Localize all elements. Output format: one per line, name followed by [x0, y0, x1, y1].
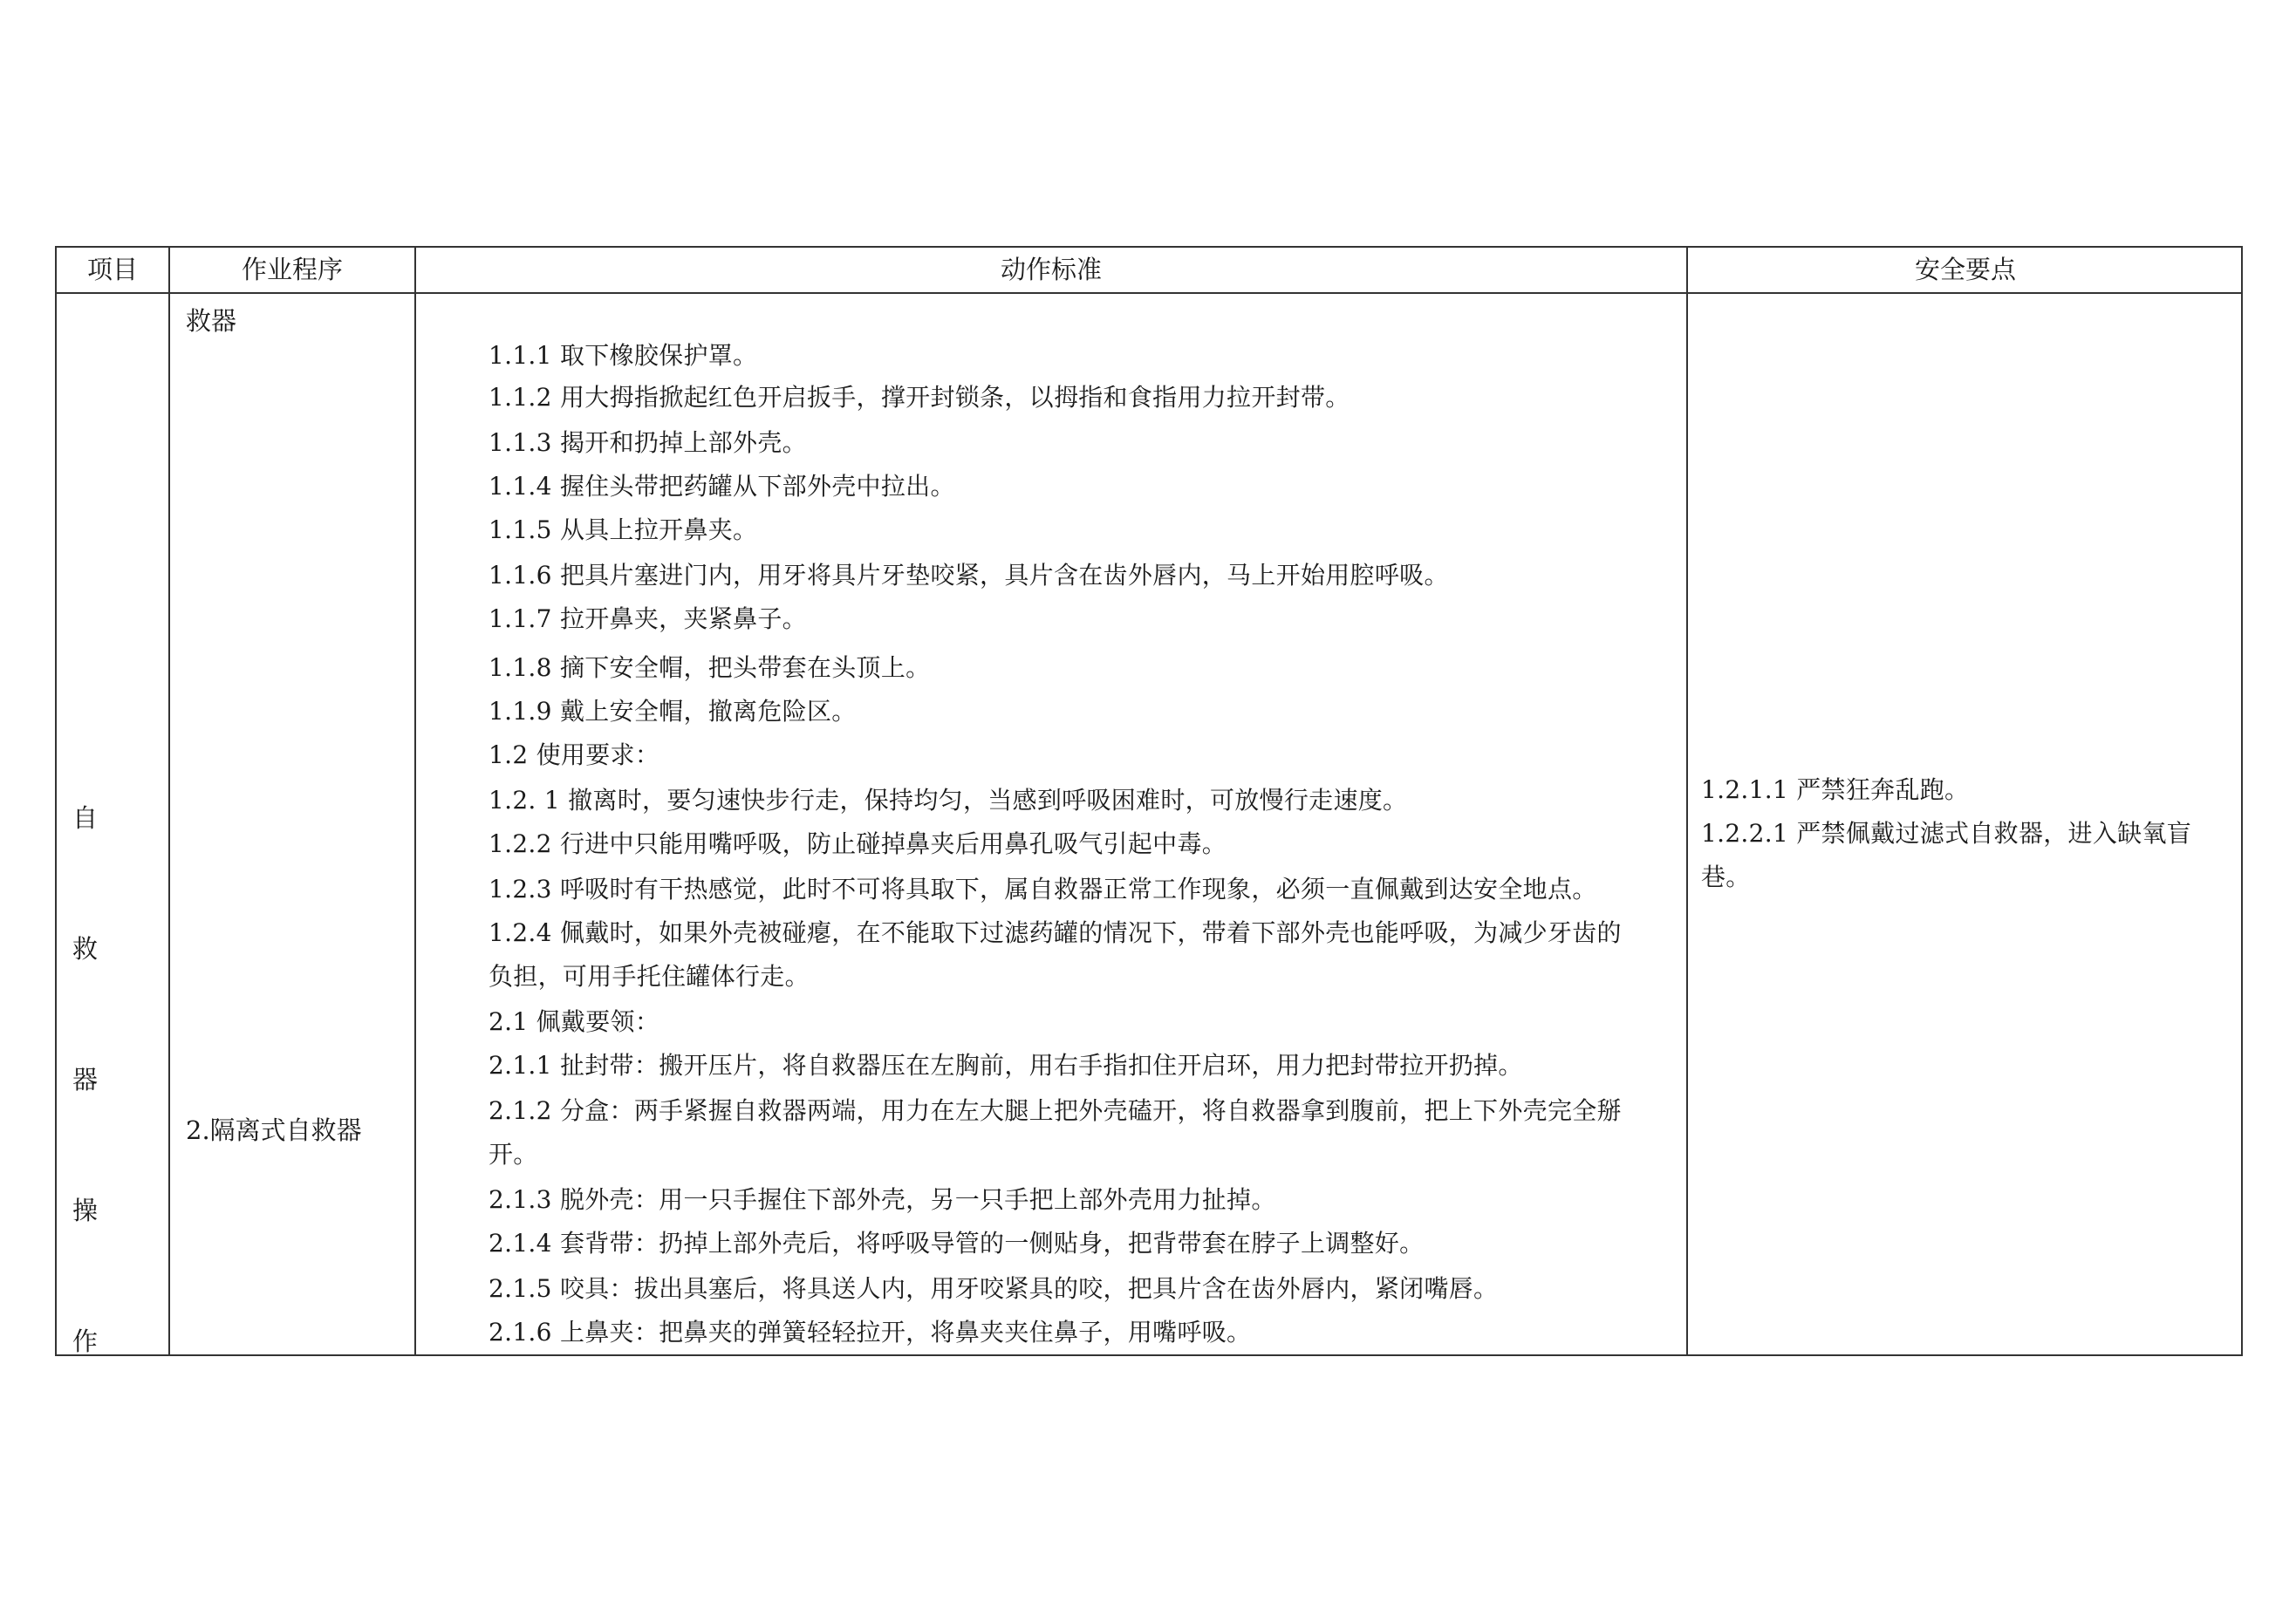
standard-line: 1.2.2 行进中只能用嘴呼吸，防止碰掉鼻夹后用鼻孔吸气引起中毒。	[489, 829, 1227, 858]
standard-line: 1.2.4 佩戴时，如果外壳被碰瘪，在不能取下过滤药罐的情况下，带着下部外壳也能呼吸，为减少牙齿的	[489, 918, 1622, 947]
safety-line: 1.2.2.1 严禁佩戴过滤式自救器，进入缺氧盲	[1701, 819, 2192, 848]
safety-line: 1.2.1.1 严禁狂奔乱跑。	[1701, 775, 1970, 804]
standard-line: 2.1.2 分盒：两手紧握自救器两端，用力在左大腿上把外壳磕开，将自救器拿到腹前，把上下外壳完全掰	[489, 1096, 1622, 1125]
standard-line: 2.1.4 套背带：扔掉上部外壳后，将呼吸导管的一侧贴身，把背带套在脖子上调整好。	[489, 1229, 1425, 1258]
column-divider	[414, 248, 416, 1354]
standard-line: 1.1.9 戴上安全帽，撤离危险区。	[489, 697, 857, 726]
safety-line: 巷。	[1701, 863, 1751, 891]
standard-line: 1.1.4 握住头带把药罐从下部外壳中拉出。	[489, 472, 955, 501]
column-divider	[1686, 248, 1688, 1354]
header-divider	[57, 292, 2241, 294]
standard-line: 1.1.1 取下橡胶保护罩。	[489, 341, 758, 370]
header-project: 项目	[86, 255, 138, 284]
standard-line: 1.1.7 拉开鼻夹，夹紧鼻子。	[489, 604, 807, 633]
header-standard: 动作标准	[1000, 255, 1102, 284]
standard-line: 1.2 使用要求：	[489, 740, 660, 769]
project-char: 器	[72, 1065, 99, 1095]
project-char: 作	[72, 1326, 99, 1356]
standard-line: 1.2.3 呼吸时有干热感觉，此时不可将具取下，属自救器正常工作现象，必须一直佩戴到达安全地点。	[489, 875, 1597, 904]
standard-line: 1.1.2 用大拇指掀起红色开启扳手，撑开封锁条，以拇指和食指用力拉开封带。	[489, 383, 1350, 412]
procedure-isolation-self-rescuer: 2.隔离式自救器	[186, 1115, 362, 1145]
standard-line: 2.1.5 咬具：拔出具塞后，将具送人内，用牙咬紧具的咬，把具片含在齿外唇内，紧闭嘴唇。	[489, 1274, 1499, 1303]
standard-line: 2.1 佩戴要领：	[489, 1007, 660, 1036]
standard-line: 2.1.3 脱外壳：用一只手握住下部外壳，另一只手把上部外壳用力扯掉。	[489, 1185, 1276, 1214]
standard-line: 1.1.8 摘下安全帽，把头带套在头顶上。	[489, 653, 931, 682]
standard-line: 开。	[489, 1140, 538, 1169]
standard-line: 1.2. 1 撤离时，要匀速快步行走，保持均匀，当感到呼吸困难时，可放慢行走速度。	[489, 786, 1408, 815]
procedure-top: 救器	[186, 306, 237, 336]
project-char: 操	[72, 1196, 99, 1225]
standard-line: 1.1.6 把具片塞进门内，用牙将具片牙垫咬紧，具片含在齿外唇内，马上开始用腔呼吸。	[489, 561, 1449, 590]
project-char: 自	[72, 803, 99, 833]
operation-table	[55, 246, 2243, 1356]
header-safety: 安全要点	[1914, 255, 2016, 284]
header-procedure: 作业程序	[241, 255, 343, 284]
column-divider	[168, 248, 170, 1354]
standard-line: 2.1.1 扯封带：搬开压片，将自救器压在左胸前，用右手指扣住开启环，用力把封带拉开扔掉。	[489, 1051, 1523, 1080]
standard-line: 1.1.5 从具上拉开鼻夹。	[489, 515, 758, 544]
standard-line: 2.1.6 上鼻夹：把鼻夹的弹簧轻轻拉开，将鼻夹夹住鼻子，用嘴呼吸。	[489, 1318, 1252, 1347]
standard-line: 负担，可用手托住罐体行走。	[489, 962, 810, 991]
standard-line: 1.1.3 揭开和扔掉上部外壳。	[489, 428, 807, 457]
project-char: 救	[72, 934, 99, 964]
